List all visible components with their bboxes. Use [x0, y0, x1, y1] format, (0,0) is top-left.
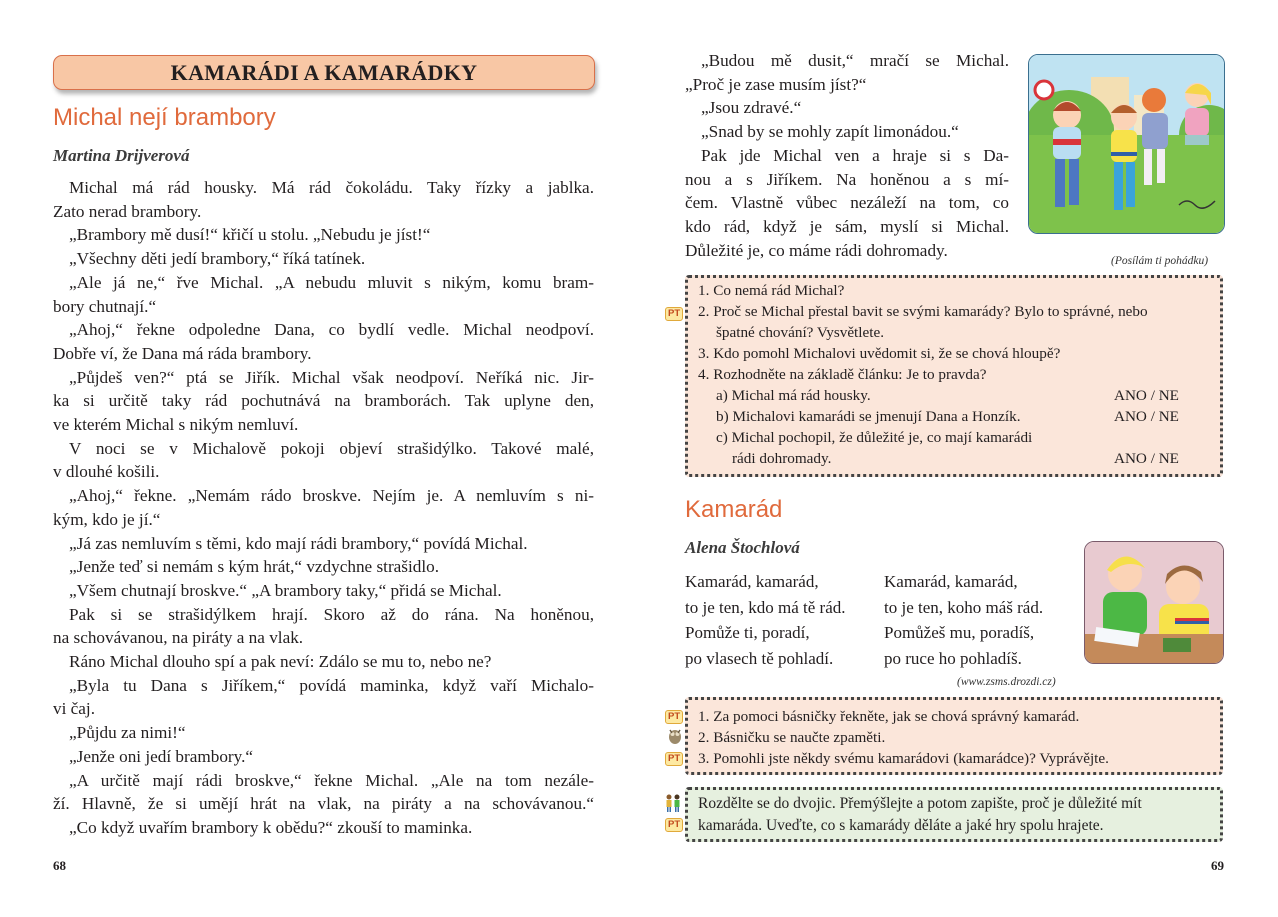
text-line: „Byla tu Dana s Jiříkem,“ povídá maminka, když vaří Michalo-	[69, 675, 594, 695]
text-line: „Ale já ne,“ řve Michal. „A nebudu mluvit s nikým, komu bram-	[69, 272, 594, 292]
text-line: „Snad by se mohly zapít limonádou.“	[701, 122, 959, 142]
children-playing-picture	[1029, 55, 1224, 233]
text-line: nou a s Jiříkem. Na honěnou a s mí-	[685, 169, 1009, 189]
text-line: v dlouhé košili.	[53, 462, 160, 482]
chapter-title: KAMARÁDI A KAMARÁDKY	[170, 59, 478, 85]
text-line: „Jsou zdravé.“	[701, 98, 802, 118]
poem-line: po vlasech tě pohladí.	[685, 648, 834, 668]
text-line: Dobře ví, že Dana má ráda brambory.	[53, 343, 312, 363]
question-text: 4. Rozhodněte na základě článku: Je to pravda?	[698, 366, 987, 383]
right-page	[639, 0, 1278, 917]
illustration-children-playing	[1028, 54, 1225, 234]
story-text-continued	[685, 49, 1009, 262]
text-line: Pak si se strašidýlkem hrají. Skoro až do rána. Na honěnou,	[69, 604, 594, 624]
question-text: 2. Proč se Michal přestal bavit se svými kamarády? Bylo to správné, nebo	[698, 303, 1148, 320]
question-text: c) Michal pochopil, že důležité je, co mají kamarádi	[716, 429, 1033, 446]
text-line: Pak jde Michal ven a hraje si s Da-	[701, 145, 1009, 165]
text-line: Zato nerad brambory.	[53, 201, 202, 221]
question-item	[698, 448, 1220, 469]
question-item	[698, 427, 1220, 448]
text-line: „Jenže oni jedí brambory.“	[69, 746, 254, 766]
text-line: „Já zas nemluvím s těmi, kdo mají rádi brambory,“ povídá Michal.	[69, 533, 528, 553]
poem-credit: (www.zsms.drozdi.cz)	[957, 676, 1056, 688]
question-item	[698, 280, 1220, 301]
story-text	[53, 176, 594, 840]
text-line: „Budou mě dusit,“ mračí se Michal.	[701, 51, 1009, 70]
poem-stanza-1	[685, 569, 846, 671]
question-text: a) Michal má rád housky.	[716, 387, 871, 404]
pt-badge-icon: PT	[665, 307, 683, 321]
question-item	[698, 322, 1220, 343]
pt-badge-icon: PT	[665, 818, 683, 832]
text-line: „Ahoj,“ řekne odpoledne Dana, co bydlí vedle. Michal neodpoví.	[69, 320, 594, 340]
pair-icon	[664, 794, 682, 817]
illustration-two-boys	[1084, 541, 1224, 664]
questions-box	[685, 275, 1223, 477]
owl-icon	[668, 727, 682, 749]
poem-line: po ruce ho pohladíš.	[884, 648, 1022, 668]
poem-title: Kamarád	[685, 496, 783, 523]
task-item: 1. Za pomoci básničky řekněte, jak se chová správný kamarád.	[698, 708, 1080, 725]
text-line: „Brambory mě dusí!“ křičí u stolu. „Nebudu je jíst!“	[69, 225, 431, 245]
text-line: kým, kdo je jí.“	[53, 509, 161, 529]
question-text: 3. Kdo pomohl Michalovi uvědomit si, že se chová hloupě?	[698, 345, 1061, 362]
question-text: 1. Co nemá rád Michal?	[698, 282, 845, 299]
text-line: ží. Hlavně, že si umějí hrát na vlak, na piráty a na schovávanou.“	[53, 794, 594, 814]
question-text: rádi dohromady.	[732, 450, 832, 467]
poem-line: Kamarád, kamarád,	[685, 572, 819, 591]
question-item	[698, 364, 1220, 385]
question-item	[698, 343, 1220, 364]
text-line: „Všem chutnají broskve.“ „A brambory taky,“ přidá se Michal.	[69, 580, 502, 600]
pt-badge-icon: PT	[665, 752, 683, 766]
text-line: ve kterém Michal s nikým nemluví.	[53, 415, 299, 435]
question-text: b) Michalovi kamarádi se jmenují Dana a Honzík.	[716, 408, 1021, 425]
poem-questions-box	[685, 697, 1223, 775]
text-line: „Půjdu za nimi!“	[69, 723, 186, 743]
text-line: čem. Vlastně vůbec nezáleží na tom, co	[685, 193, 1009, 213]
story-author: Martina Drijverová	[53, 146, 190, 165]
text-line: na schovávanou, na piráty a na vlak.	[53, 628, 304, 648]
poem-stanza-2	[884, 569, 1043, 671]
illustration-credit: (Posílám ti pohádku)	[1111, 255, 1209, 267]
page-number-left: 68	[53, 858, 66, 873]
question-item	[698, 406, 1220, 427]
chapter-banner	[53, 55, 595, 90]
text-line: Ráno Michal dlouho spí a pak neví: Zdálo se mu to, nebo ne?	[69, 652, 492, 672]
text-line: Michal má rád housky. Má rád čokoládu. Taky řízky a jablka.	[69, 178, 594, 197]
poem-author: Alena Štochlová	[685, 538, 800, 557]
text-line: kdo rád, když je sám, myslí si Michal.	[685, 216, 1009, 236]
yes-no-answer[interactable]: ANO / NE	[1114, 408, 1179, 425]
text-line: „Ahoj,“ řekne. „Nemám rádo broskve. Nejím je. A nemluvím s ni-	[69, 486, 594, 506]
question-text: špatné chování? Vysvětlete.	[716, 324, 884, 341]
text-line: „Co když uvařím brambory k obědu?“ zkouší to maminka.	[69, 817, 473, 837]
poem-line: Pomůže ti, poradí,	[685, 623, 810, 642]
text-line: „Proč je zase musím jíst?“	[685, 74, 867, 94]
text-line: V noci se v Michalově pokoji objeví strašidýlko. Takové malé,	[69, 438, 594, 458]
text-line: „Půjdeš ven?“ ptá se Jiřík. Michal však neodpoví. Neříká nic. Jir-	[69, 367, 594, 387]
task-item: kamaráda. Uveďte, co s kamarády děláte a jaké hry spolu hrajete.	[698, 817, 1104, 834]
poem-line: Kamarád, kamarád,	[884, 572, 1018, 591]
yes-no-answer[interactable]: ANO / NE	[1114, 450, 1179, 467]
poem-line: Pomůžeš mu, poradíš,	[884, 623, 1035, 642]
text-line: „Jenže teď si nemám s kým hrát,“ vzdychne strašidlo.	[69, 557, 440, 577]
text-line: „Všechny děti jedí brambory,“ říká tatínek.	[69, 249, 366, 269]
text-line: ka si určitě taky rád pochutnává na bramborách. Tak uplyne den,	[53, 391, 594, 411]
text-line: Důležité je, co máme rádi dohromady.	[685, 240, 948, 260]
poem-line: to je ten, kdo má tě rád.	[685, 597, 846, 617]
question-item	[698, 385, 1220, 406]
task-item: Rozdělte se do dvojic. Přemýšlejte a potom zapište, proč je důležité mít	[698, 795, 1142, 812]
yes-no-answer[interactable]: ANO / NE	[1114, 387, 1179, 404]
text-line: bory chutnají.“	[53, 296, 157, 316]
page-number-right: 69	[1211, 858, 1224, 873]
pair-task-box	[685, 787, 1223, 842]
task-item: 3. Pomohli jste někdy svému kamarádovi (kamarádce)? Vyprávějte.	[698, 750, 1109, 767]
two-boys-picture	[1085, 542, 1223, 663]
poem-line: to je ten, koho máš rád.	[884, 597, 1044, 617]
story-title: Michal nejí brambory	[53, 104, 276, 131]
text-line: „A určitě mají rádi broskve,“ řekne Michal. „Ale na tom nezále-	[69, 770, 594, 790]
task-item: 2. Básničku se naučte zpaměti.	[698, 729, 886, 746]
pt-badge-icon: PT	[665, 710, 683, 724]
question-item	[698, 301, 1220, 322]
text-line: vi čaj.	[53, 699, 95, 719]
